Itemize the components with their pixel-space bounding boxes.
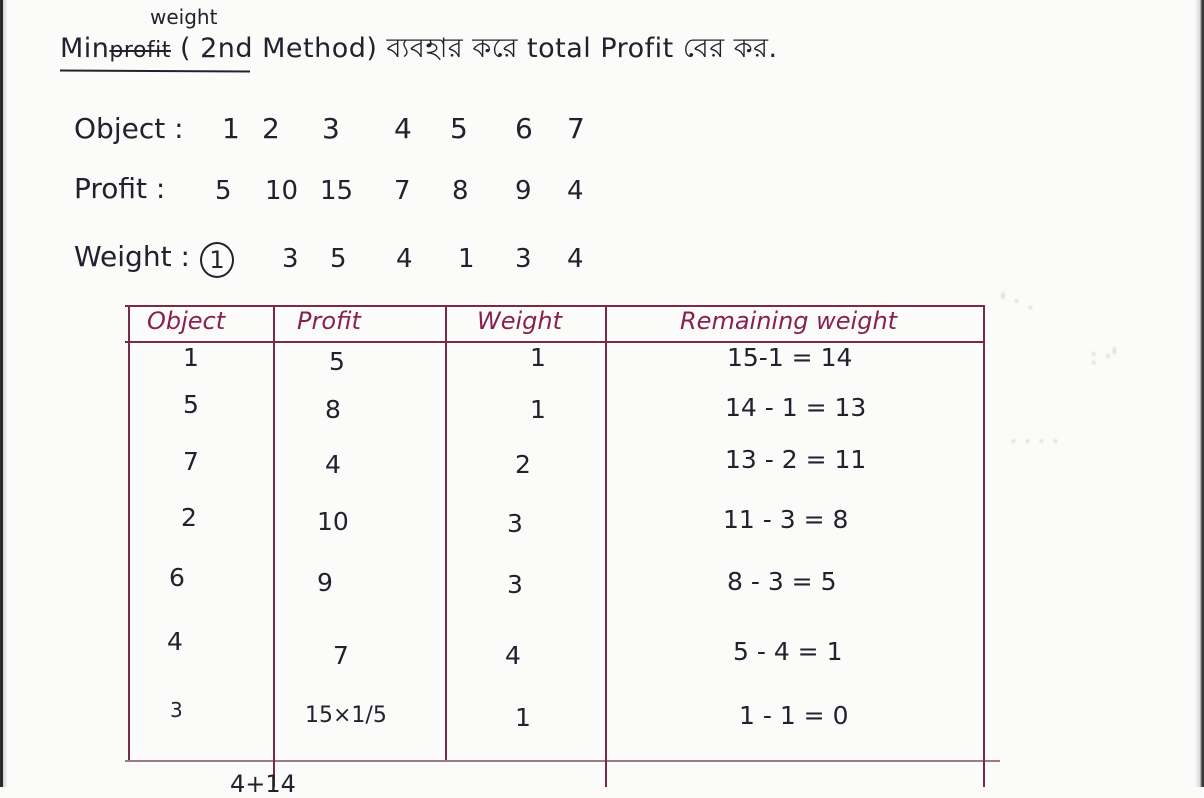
header-profit: Profit	[297, 307, 361, 335]
cell-profit: 7	[333, 641, 349, 670]
profit-value: 10	[265, 176, 299, 206]
table-col-border	[983, 305, 985, 787]
cell-remaining: 15-1 = 14	[727, 343, 853, 372]
cell-profit: 10	[317, 507, 349, 536]
profit-value: 9	[515, 176, 532, 206]
weight-value: 4	[567, 244, 584, 274]
cell-object: 6	[169, 563, 185, 592]
cell-weight: 4	[505, 641, 521, 670]
left-frame-edge	[0, 0, 8, 787]
cell-profit: 5	[329, 347, 345, 376]
cell-weight: 2	[515, 450, 531, 479]
profit-value: 5	[215, 176, 232, 206]
cell-remaining: 14 - 1 = 13	[725, 393, 867, 422]
weight-value: 5	[330, 244, 347, 274]
bottom-scrawl: 4+14	[230, 770, 296, 798]
table-col-border	[605, 305, 607, 787]
profit-row	[74, 172, 204, 205]
profit-value: 7	[394, 176, 411, 206]
weight-circled-value-wrap	[200, 242, 234, 278]
weight-value: 3	[282, 244, 299, 274]
cell-object: 5	[183, 390, 199, 419]
cell-weight: 1	[530, 343, 546, 372]
object-value: 1	[222, 112, 240, 145]
profit-value: 4	[567, 176, 584, 206]
object-value: 7	[567, 112, 585, 145]
table-bottom-border	[125, 760, 1000, 762]
table-col-border	[128, 305, 130, 760]
heading-title	[60, 28, 778, 73]
cell-weight: 3	[507, 509, 523, 538]
object-row	[74, 112, 204, 145]
heading-struck-word: profit	[109, 38, 171, 63]
table-col-border	[445, 305, 447, 760]
cell-weight: 1	[515, 703, 531, 732]
object-value: 6	[515, 112, 533, 145]
header-object: Object	[147, 307, 226, 335]
profit-row-label: Profit :	[74, 172, 166, 205]
heading-weight-correction: weight	[150, 5, 218, 29]
cell-object: 3	[170, 698, 183, 722]
cell-profit: 8	[325, 395, 341, 424]
bleed-through-mark: · · · ·	[1010, 430, 1059, 455]
object-value: 5	[450, 112, 468, 145]
heading-rest: ( 2nd Method) ব্যবহার করে total Profit বের কর.	[180, 33, 778, 64]
cell-remaining: 1 - 1 = 0	[739, 701, 849, 730]
cell-remaining: 5 - 4 = 1	[733, 637, 843, 666]
object-value: 3	[322, 112, 340, 145]
cell-weight: 3	[507, 570, 523, 599]
cell-object: 1	[183, 343, 199, 372]
cell-object: 7	[183, 447, 199, 476]
weight-value: 1	[458, 244, 475, 274]
cell-object: 4	[167, 627, 183, 656]
object-value: 4	[394, 112, 412, 145]
knapsack-table	[125, 305, 1000, 787]
table-header-border	[125, 341, 985, 343]
cell-remaining: 11 - 3 = 8	[723, 505, 849, 534]
cell-profit: 9	[317, 568, 333, 597]
weight-value: 3	[515, 244, 532, 274]
table-col-border	[273, 305, 275, 787]
header-weight: Weight	[477, 307, 563, 335]
profit-value: 15	[320, 176, 354, 206]
right-frame-edge	[1194, 0, 1204, 787]
object-row-label: Object :	[74, 112, 184, 145]
weight-row	[74, 240, 204, 273]
heading-min: Min	[60, 33, 110, 64]
bleed-through-mark: ' · .	[1000, 290, 1035, 315]
cell-remaining: 13 - 2 = 11	[725, 445, 867, 474]
object-value: 2	[262, 112, 280, 145]
cell-weight: 1	[530, 395, 546, 424]
header-remaining-weight: Remaining weight	[680, 307, 898, 335]
cell-remaining: 8 - 3 = 5	[727, 567, 837, 596]
cell-profit: 4	[325, 450, 341, 479]
cell-object: 2	[181, 503, 197, 532]
bleed-through-mark: : ·'	[1090, 345, 1118, 370]
weight-row-label: Weight :	[74, 240, 190, 273]
weight-value: 4	[396, 244, 413, 274]
profit-value: 8	[452, 176, 469, 206]
cell-profit: 15×1/5	[305, 703, 387, 728]
weight-circled-value: 1	[200, 242, 234, 278]
